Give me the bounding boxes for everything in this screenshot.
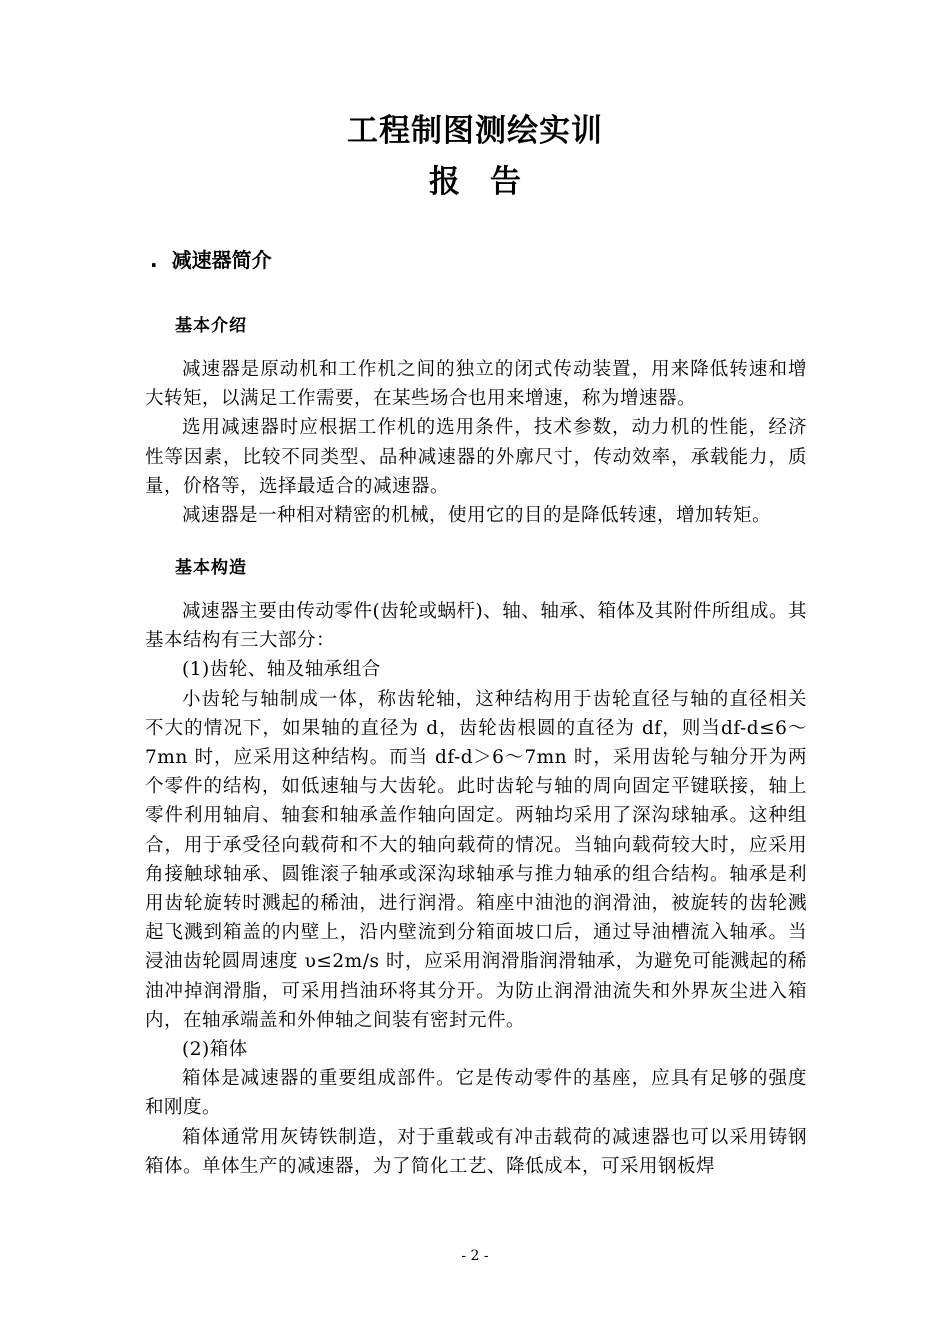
document-subtitle: 报告	[429, 164, 551, 200]
paragraph: 减速器是一种相对精密的机械，使用它的目的是降低转速，增加转矩。	[182, 505, 772, 527]
page-number: - 2 -	[461, 1248, 489, 1264]
subsection-heading-intro: 基本介绍	[175, 316, 247, 336]
paragraph: 选用减速器时应根据工作机的选用条件，技术参数，动力机的性能，经济性等因素，比较不同类型、品种减速器的外廓尺寸，传动效率，承载能力，质量，价格等，选择最适合的减速器。	[145, 417, 807, 497]
subsection-heading-structure: 基本构造	[175, 558, 247, 578]
document-title: 工程制图测绘实训	[347, 113, 603, 149]
list-heading: (1)齿轮、轴及轴承组合	[182, 659, 381, 681]
structure-body	[145, 597, 807, 1181]
section-heading	[150, 244, 272, 273]
paragraph: 箱体是减速器的重要组成部件。它是传动零件的基座，应具有足够的强度和刚度。	[145, 1068, 807, 1119]
section-number: .	[150, 248, 158, 272]
paragraph: 减速器主要由传动零件(齿轮或蜗杆)、轴、轴承、箱体及其附件所组成。其基本结构有三大部分：	[145, 601, 807, 652]
list-heading: (2)箱体	[182, 1039, 248, 1061]
paragraph: 箱体通常用灰铸铁制造，对于重载或有冲击载荷的减速器也可以采用铸钢箱体。单体生产的减速器，为了简化工艺、降低成本，可采用钢板焊	[145, 1126, 807, 1177]
paragraph: 小齿轮与轴制成一体，称齿轮轴，这种结构用于齿轮直径与轴的直径相关不大的情况下，如果轴的直径为 d，齿轮齿根圆的直径为 df，则当df-d≤6～7mn 时，应采用这种结构。而当 df-d＞6～7mn 时，采用齿轮与轴分开为两个零件的结构，如低速轴与大齿轮。此时齿轮与轴的周向固定平键联接，轴上零件利用轴肩、轴套和轴承盖作轴向固定。两轴均采用了深沟球轴承。这种组合，用于承受径向载荷和不大的轴向载荷的情况。当轴向载荷较大时，应采用角接触球轴承、圆锥滚子轴承或深沟球轴承与推力轴承的组合结构。轴承是利用齿轮旋转时溅起的稀油，进行润滑。箱座中油池的润滑油，被旋转的齿轮溅起飞溅到箱盖的内壁上，沿内壁流到分箱面坡口后，通过导油槽流入轴承。当浸油齿轮圆周速度 υ≤2m/s 时，应采用润滑脂润滑轴承，为避免可能溅起的稀油冲掉润滑脂，可采用挡油环将其分开。为防止润滑油流失和外界灰尘进入箱内，在轴承端盖和外伸轴之间装有密封元件。	[145, 688, 807, 1031]
paragraph: 减速器是原动机和工作机之间的独立的闭式传动装置，用来降低转速和增大转矩，以满足工作需要，在某些场合也用来增速，称为增速器。	[145, 359, 807, 410]
section-title: 减速器简介	[171, 248, 272, 272]
intro-body	[145, 355, 807, 530]
